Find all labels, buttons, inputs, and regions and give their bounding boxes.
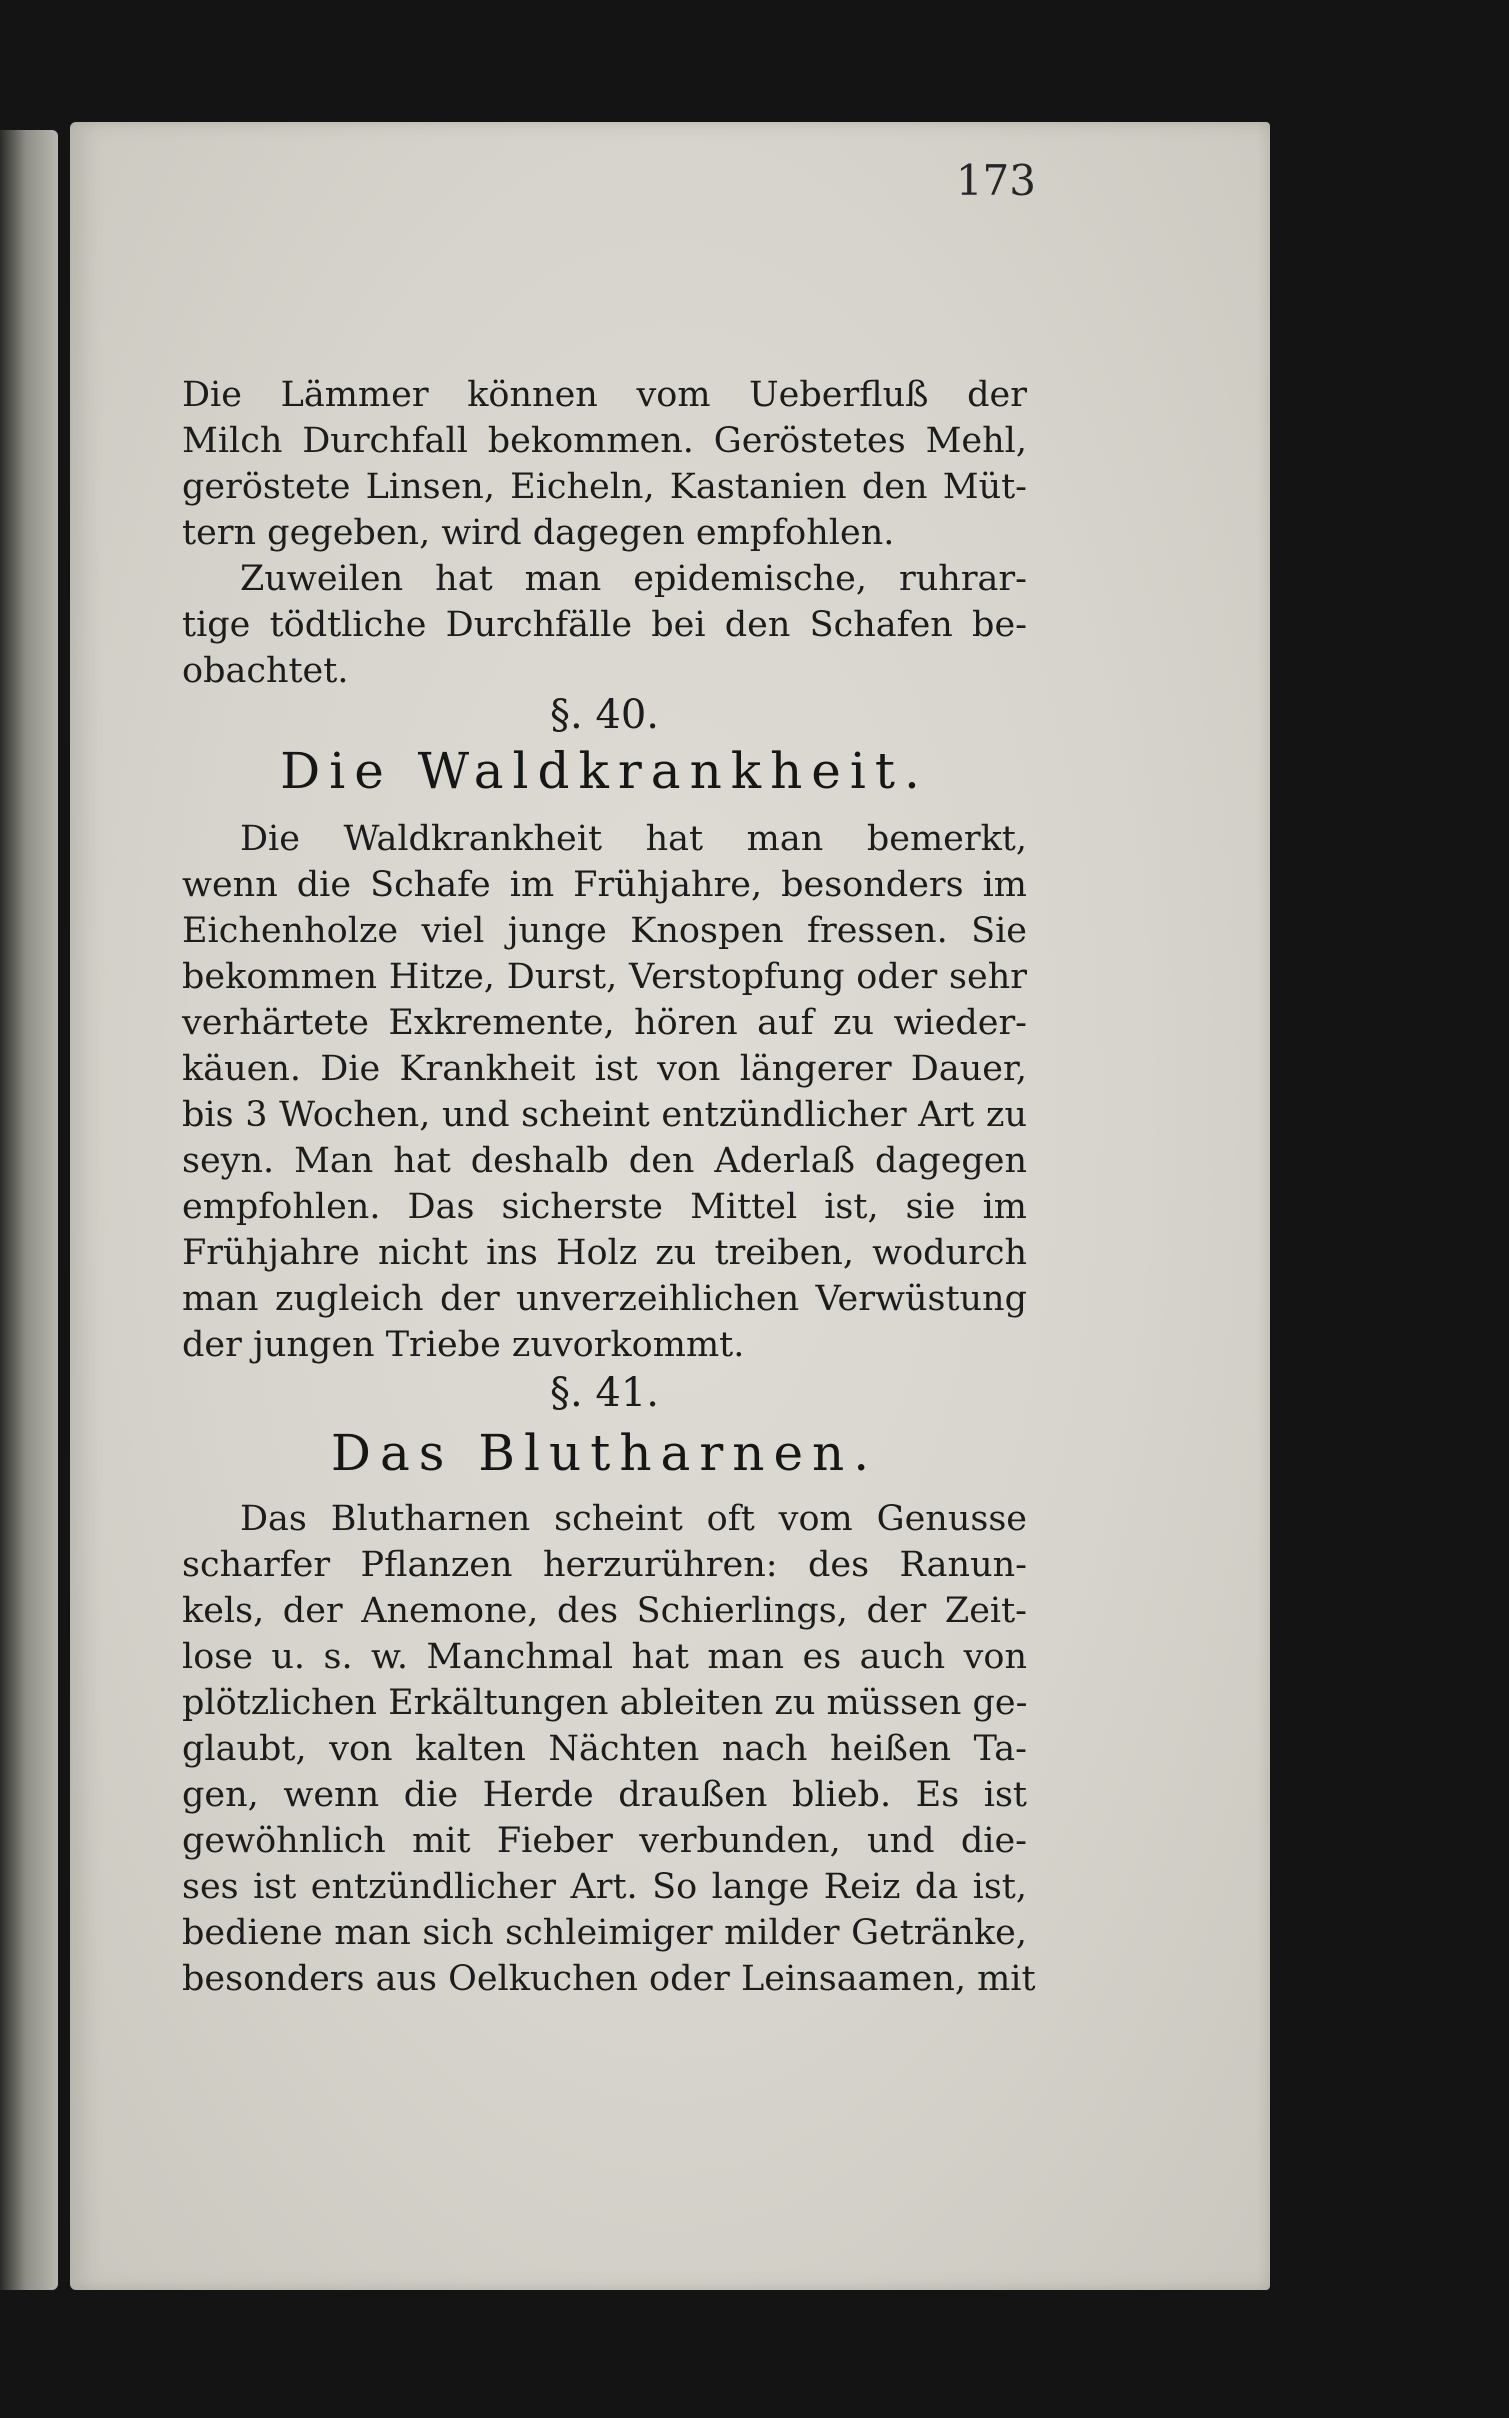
text-line: Das Blutharnen scheint oft vom Genusse	[240, 1499, 1027, 1539]
paragraph-waldkrankheit	[182, 816, 1027, 1368]
text-line: Zuweilen hat man epidemische, ruhrar-	[240, 559, 1027, 599]
text-line: bekommen Hitze, Durst, Verstopfung oder sehr	[182, 957, 1027, 997]
text-line: tige tödtliche Durchfälle bei den Schafen be-	[182, 605, 1027, 645]
text-line: Milch Durchfall bekommen. Geröstetes Mehl,	[182, 421, 1027, 461]
text-line: käuen. Die Krankheit ist von längerer Dauer,	[182, 1049, 1027, 1089]
section-heading-blutharnen: Das Blutharnen.	[330, 1424, 879, 1482]
text-line: Die Waldkrankheit hat man bemerkt,	[240, 819, 1027, 859]
text-line: gen, wenn die Herde draußen blieb. Es ist	[182, 1775, 1027, 1815]
text-line: tern gegeben, wird dagegen empfohlen.	[182, 513, 895, 553]
section-heading-waldkrankheit: Die Waldkrankheit.	[280, 742, 929, 800]
section-number-40: §. 40.	[549, 692, 660, 738]
text-line: ses ist entzündlicher Art. So lange Reiz da ist,	[182, 1867, 1027, 1907]
text-line: kels, der Anemone, des Schierlings, der Zeit-	[182, 1591, 1027, 1631]
text-line: verhärtete Exkremente, hören auf zu wieder-	[182, 1003, 1027, 1043]
paragraph-blutharnen	[182, 1496, 1036, 2002]
text-line: man zugleich der unverzeihlichen Verwüstung	[182, 1279, 1027, 1319]
text-line: Frühjahre nicht ins Holz zu treiben, wodurch	[182, 1233, 1027, 1273]
text-line: der jungen Triebe zuvorkommt.	[182, 1325, 745, 1365]
text-line: lose u. s. w. Manchmal hat man es auch von	[182, 1637, 1027, 1677]
text-line: empfohlen. Das sicherste Mittel ist, sie im	[182, 1187, 1027, 1227]
text-line: scharfer Pflanzen herzurühren: des Ranun-	[182, 1545, 1027, 1585]
text-line: bediene man sich schleimiger milder Getränke,	[182, 1913, 1027, 1953]
text-line: geröstete Linsen, Eicheln, Kastanien den Müt-	[182, 467, 1027, 507]
text-line: Die Lämmer können vom Ueberfluß der	[182, 375, 1027, 415]
adjacent-page-edge	[0, 130, 58, 2290]
text-line: wenn die Schafe im Frühjahre, besonders im	[182, 865, 1027, 905]
text-line: besonders aus Oelkuchen oder Leinsaamen, mit	[182, 1959, 1036, 1999]
text-line: gewöhnlich mit Fieber verbunden, und die-	[182, 1821, 1027, 1861]
paragraph-lambs-diarrhea	[182, 372, 1027, 694]
text-line: obachtet.	[182, 651, 349, 691]
text-line: Eichenholze viel junge Knospen fressen. Sie	[182, 911, 1027, 951]
text-line: seyn. Man hat deshalb den Aderlaß dagegen	[182, 1141, 1027, 1181]
page-number: 173	[955, 156, 1036, 205]
section-number-41: §. 41.	[549, 1370, 660, 1416]
text-line: plötzlichen Erkältungen ableiten zu müssen ge-	[182, 1683, 1028, 1723]
text-line: bis 3 Wochen, und scheint entzündlicher Art zu	[182, 1095, 1027, 1135]
text-line: glaubt, von kalten Nächten nach heißen Ta-	[182, 1729, 1027, 1769]
